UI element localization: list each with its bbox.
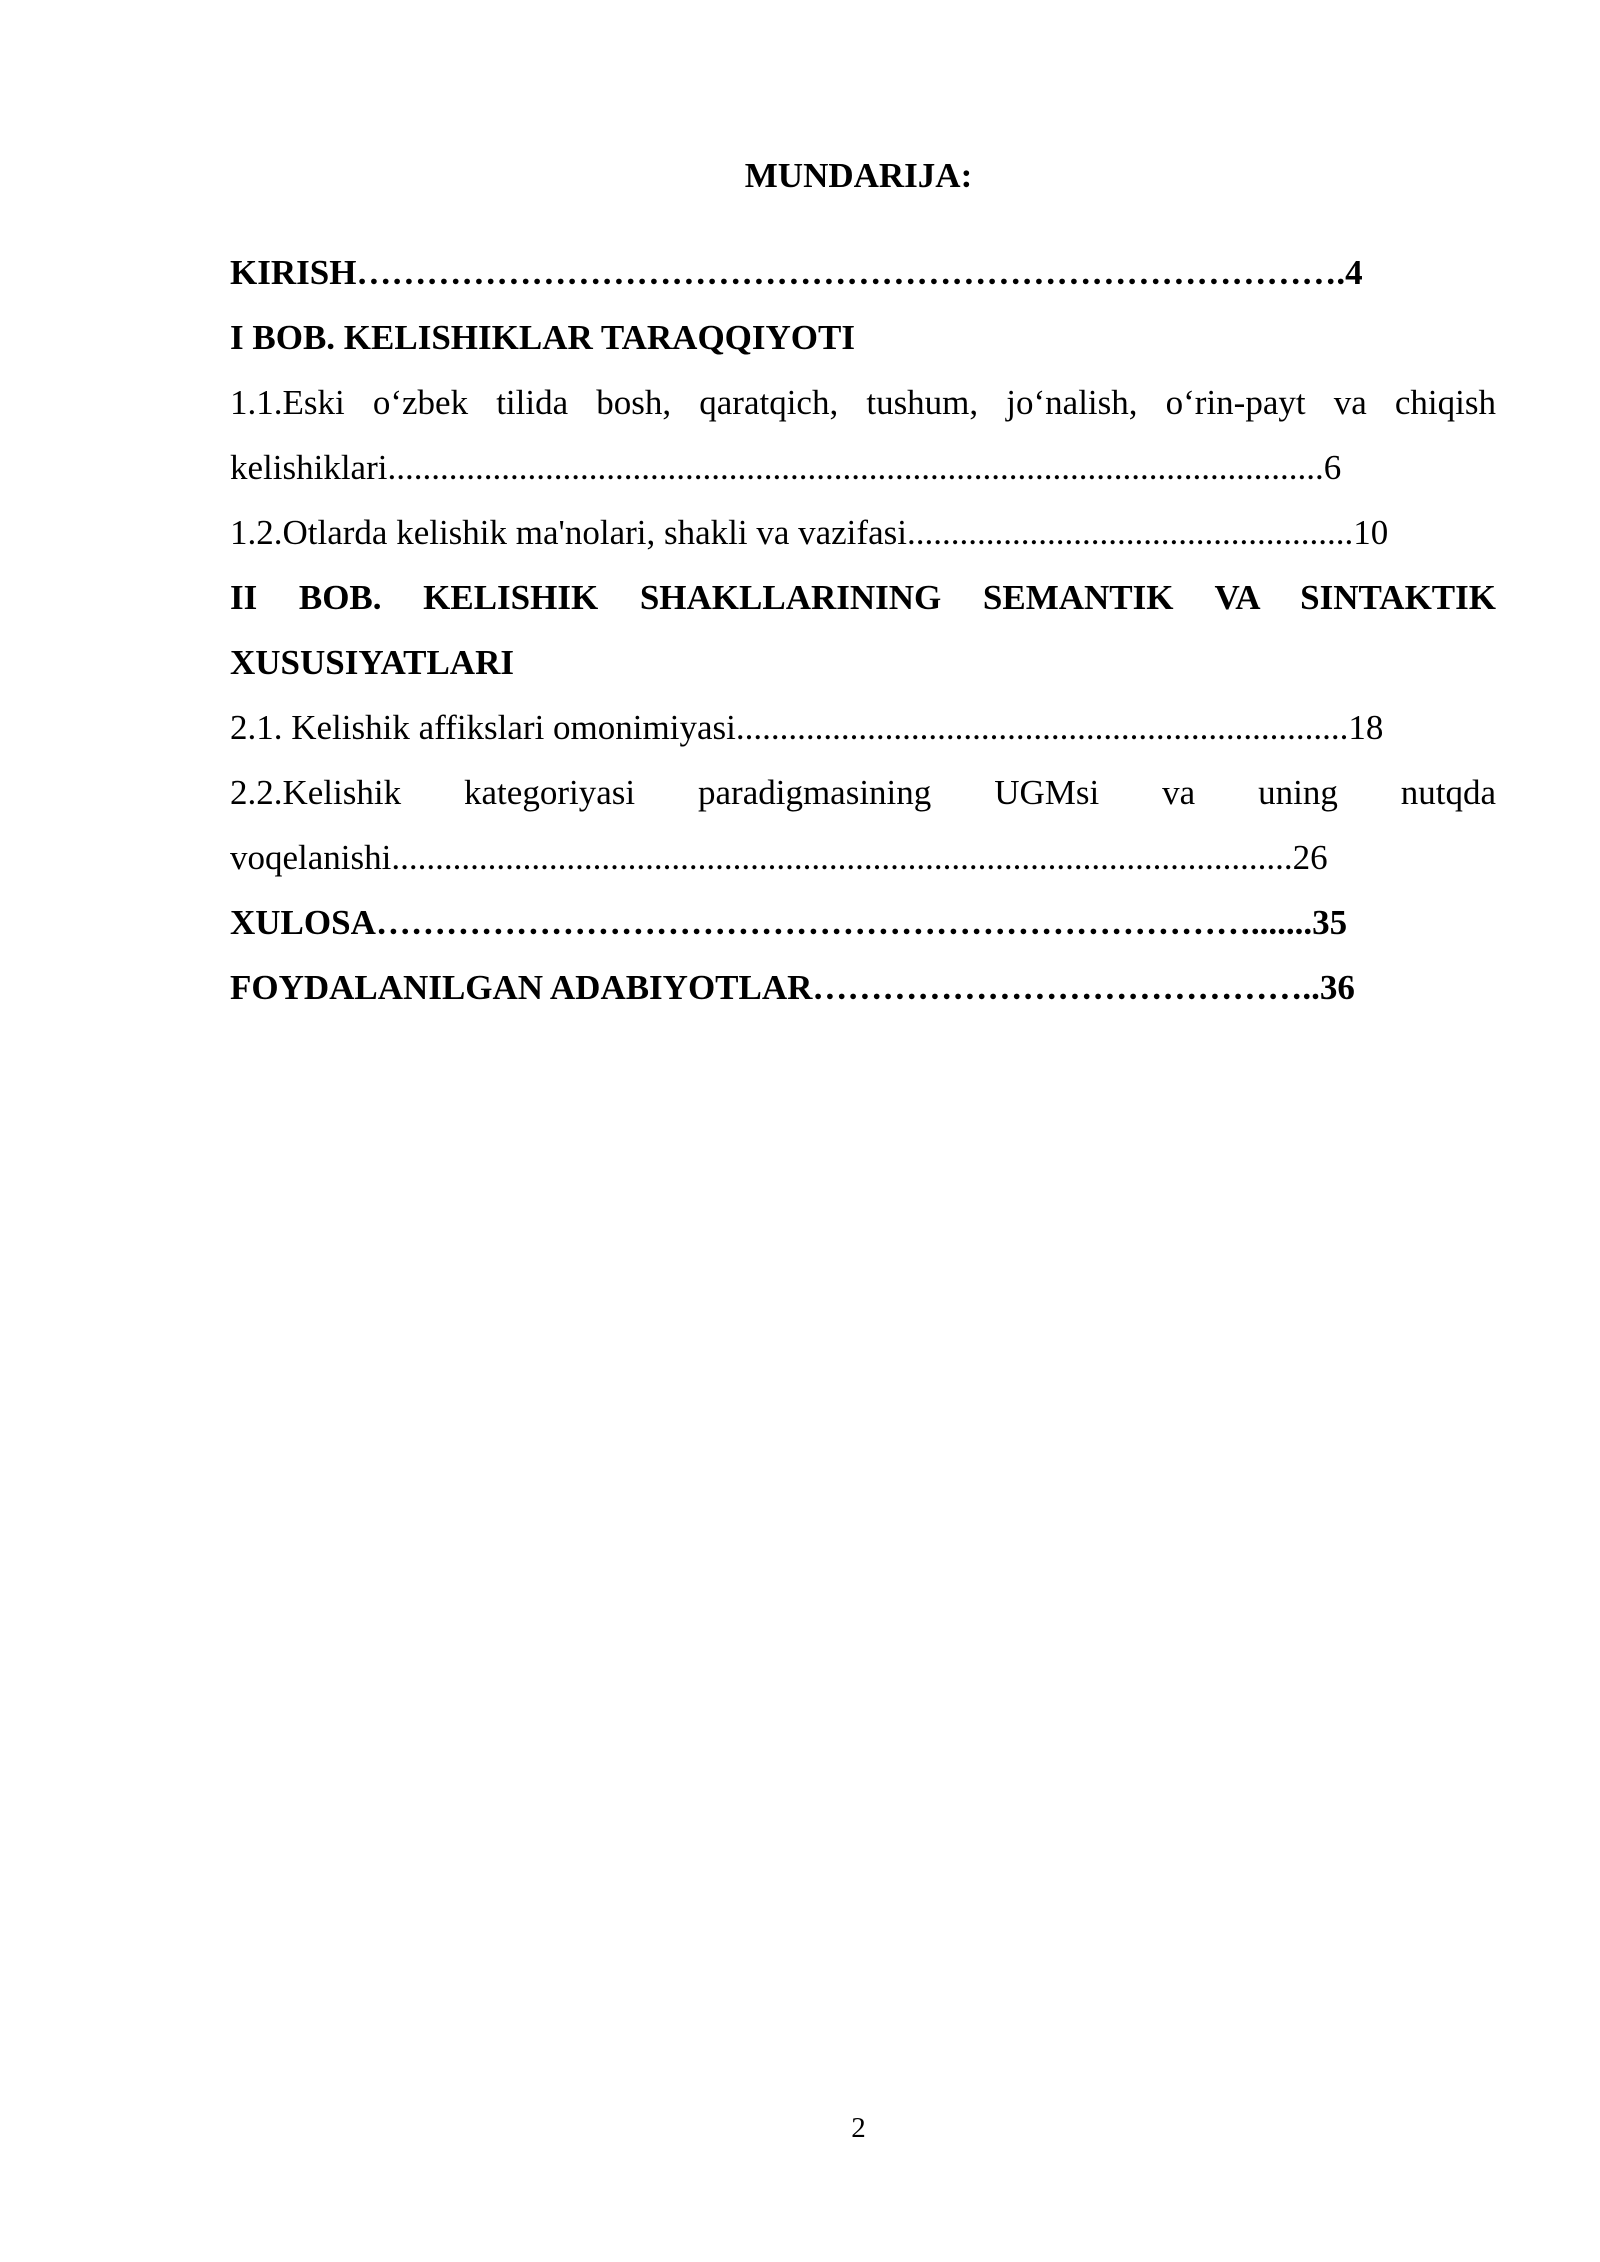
- toc-entry-adabiyotlar: FOYDALANILGAN ADABIYOTLAR……………………………………..36: [230, 968, 1355, 1007]
- toc-section-2-1: 2.1. Kelishik affikslari omonimiyasi......................................................................18: [230, 708, 1384, 747]
- toc-entry-xulosa: XULOSA………………………………………………………………….......35: [230, 903, 1348, 942]
- table-of-contents: [230, 240, 1496, 1020]
- toc-section-2-2-line-1: 2.2.Kelishik kategoriyasi paradigmasining UGMsi va uning nutqda: [230, 773, 1496, 812]
- toc-chapter-2-title-line-2: XUSUSIYATLARI: [230, 643, 514, 682]
- toc-chapter-2-title-line-1: II BOB. KELISHIK SHAKLLARINING SEMANTIK VA SINTAKTIK: [230, 578, 1496, 617]
- page-title: MUNDARIJA:: [744, 156, 973, 195]
- page-number: 2: [851, 2112, 866, 2144]
- toc-section-1-1-line-2: kelishiklari...........................................................................................................6: [230, 448, 1342, 487]
- toc-section-1-1-line-1: 1.1.Eski o‘zbek tilida bosh, qaratqich, tushum, jo‘nalish, o‘rin-payt va chiqish: [230, 383, 1496, 422]
- toc-section-2-2-line-2: voqelanishi.......................................................................................................26: [230, 838, 1328, 877]
- toc-section-1-2: 1.2.Otlarda kelishik ma'nolari, shakli va vazifasi...................................................10: [230, 513, 1389, 552]
- toc-entry-kirish: KIRISH………………………………………………………………………….4: [230, 253, 1363, 292]
- toc-chapter-1-title: I BOB. KELISHIKLAR TARAQQIYOTI: [230, 318, 855, 357]
